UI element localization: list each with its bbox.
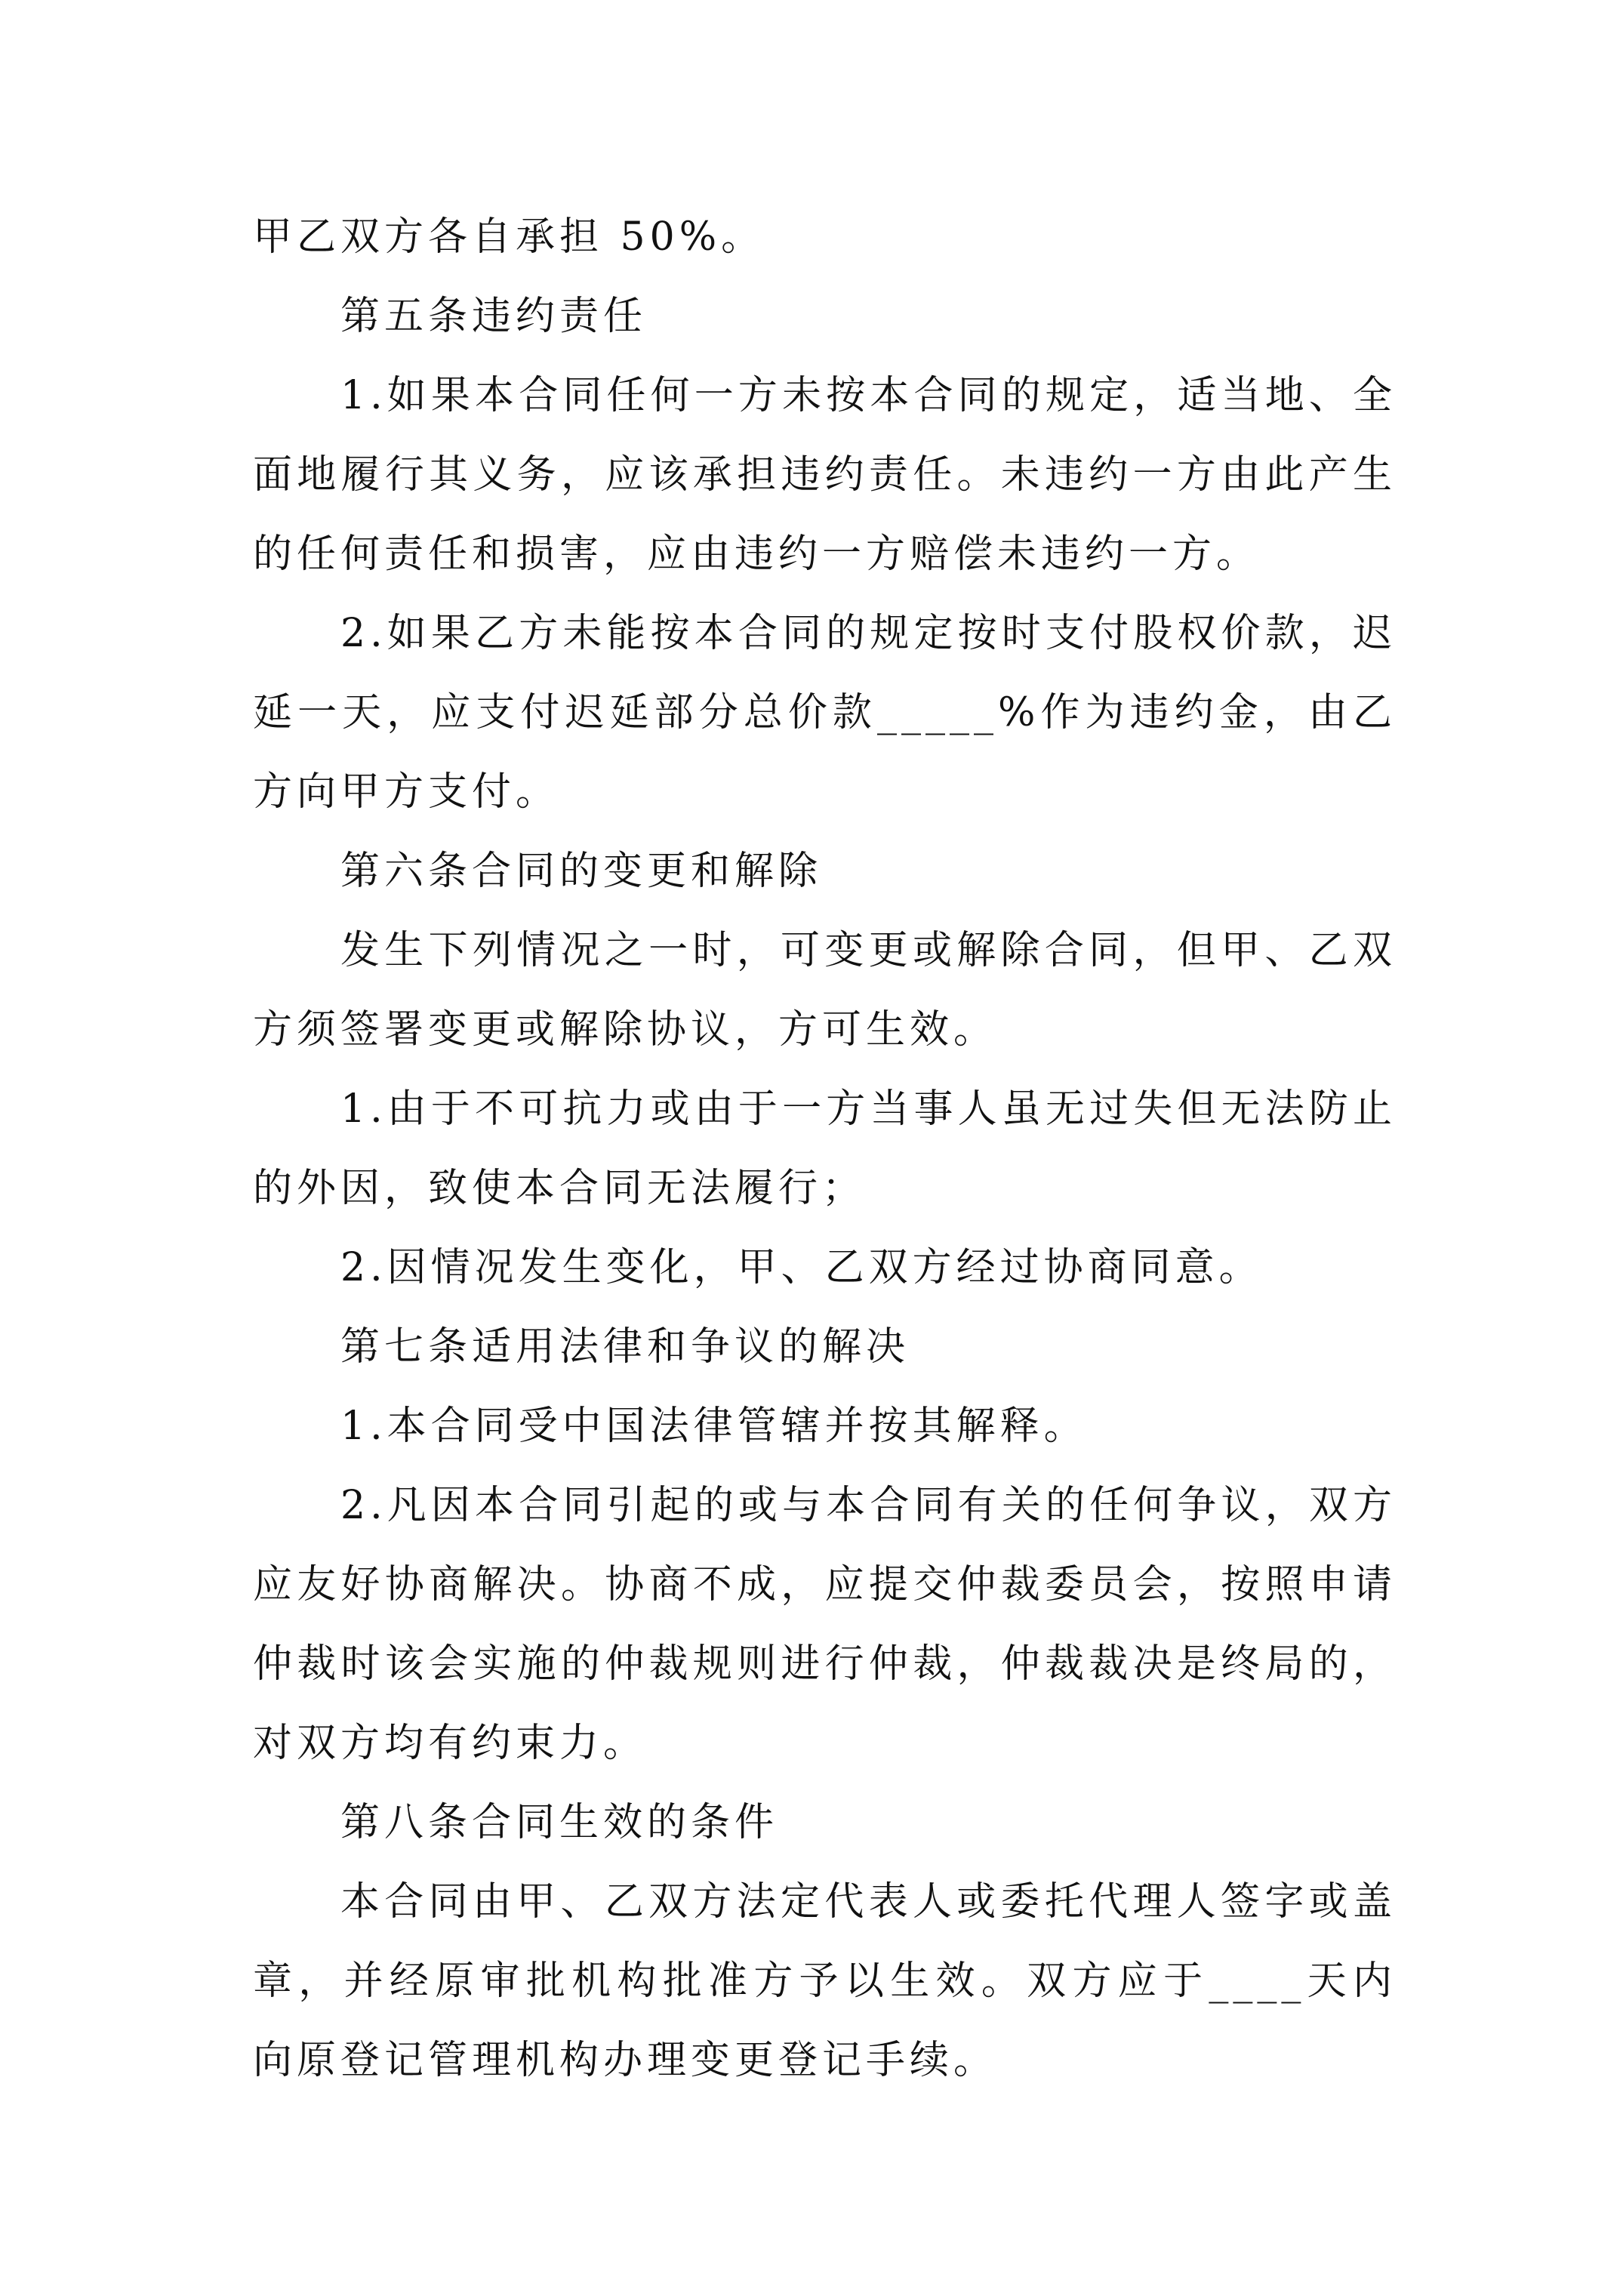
article-7-clause-1: 1.本合同受中国法律管辖并按其解释。 [340,1404,1088,1449]
article-8-body: 本合同由甲、乙双方法定代表人或委托代理人签字或盖章，并经原审批机构批准方予以生效。双方应于____天内向原登记管理机构办理变更登记手续。 [253,1879,1397,2083]
article-7-heading: 第七条适用法律和争议的解决 [340,1324,910,1370]
article-6-clause-1: 1.由于不可抗力或由于一方当事人虽无过失但无法防止的外因，致使本合同无法履行； [253,1086,1397,1211]
article-6-clause-2: 2.因情况发生变化，甲、乙双方经过协商同意。 [340,1245,1263,1290]
article-5-clause-2: 2.如果乙方未能按本合同的规定按时支付股权价款，迟延一天，应支付迟延部分总价款_____%作为违约金，由乙方向甲方支付。 [253,611,1397,815]
article-6-intro: 发生下列情况之一时，可变更或解除合同，但甲、乙双方须签署变更或解除协议，方可生效。 [253,928,1397,1052]
paragraph-cost-sharing: 甲乙双方各自承担 50%。 [253,214,765,260]
article-5-heading: 第五条违约责任 [340,294,648,339]
article-7-clause-2: 2.凡因本合同引起的或与本合同有关的任何争议，双方应友好协商解决。协商不成，应提交仲裁委员会，按照申请仲裁时该会实施的仲裁规则进行仲裁，仲裁裁决是终局的，对双方均有约束力。 [253,1483,1397,1766]
document-body [253,198,1397,2100]
article-5-clause-1: 1.如果本合同任何一方未按本合同的规定，适当地、全面地履行其义务，应该承担违约责任。未违约一方由此产生的任何责任和损害，应由违约一方赔偿未违约一方。 [253,373,1397,577]
article-8-heading: 第八条合同生效的条件 [340,1800,779,1845]
article-6-heading: 第六条合同的变更和解除 [340,849,823,894]
